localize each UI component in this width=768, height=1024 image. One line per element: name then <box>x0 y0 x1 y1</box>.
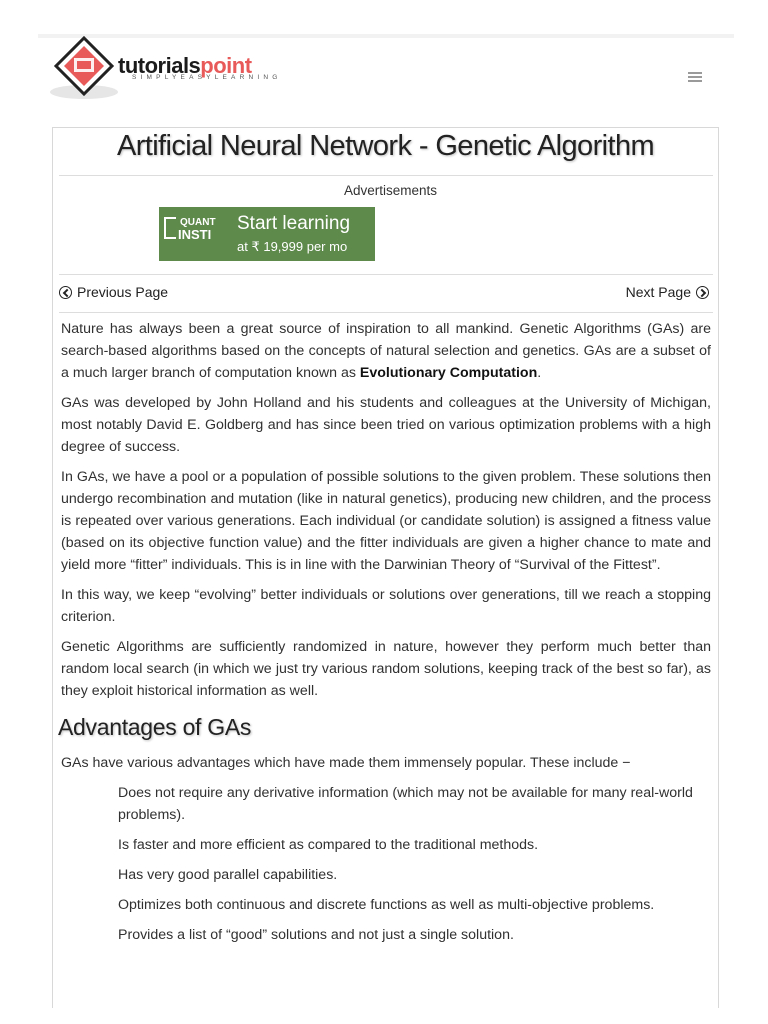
hamburger-icon[interactable] <box>688 72 702 84</box>
paragraph: Genetic Algorithms are sufficiently randomized in nature, however they perform much better than random local search (in which we just try various random solutions, keeping track of the best so far), as they exploit historical information as well. <box>61 639 711 699</box>
article-body <box>58 318 711 954</box>
paragraph: GAs have various advantages which have made them immensely popular. These include − <box>61 755 631 771</box>
page-title: Artificial Neural Network - Genetic Algorithm <box>116 130 655 162</box>
site-header <box>38 38 734 118</box>
bold-term: Evolutionary Computation <box>359 365 538 381</box>
logo-tagline: SIMPLYEASYLEARNING <box>132 74 282 81</box>
list-item: Provides a list of “good” solutions and not just a single solution. <box>118 927 514 943</box>
ad-banner[interactable] <box>159 207 375 261</box>
article-card <box>52 127 719 1008</box>
list-item: Is faster and more efficient as compared to the traditional methods. <box>118 837 539 853</box>
divider <box>59 274 713 275</box>
section-heading: Advantages of GAs <box>58 714 252 740</box>
paragraph: Nature has always been a great source of inspiration to all mankind. Genetic Algorithms (GAs) are search-based algorithms based on the concepts of natural selection and genetics. GAs are a subset of a much larger branch of computation known as Evolutionary Computation. <box>61 321 711 381</box>
paragraph: In GAs, we have a pool or a population of possible solutions to the given problem. These solutions then undergo recombination and mutation (like in natural genetics), producing new children, and the process is repeated over various generations. Each individual (or candidate solution) is assigned a fitness value (based on its objective function value) and the fitter individuals are given a higher chance to mate and yield more “fitter” individuals. This is in line with the Darwinian Theory of “Survival of the Fittest”. <box>61 469 711 573</box>
list-item: Has very good parallel capabilities. <box>118 867 338 883</box>
previous-page-label: Previous Page <box>77 284 169 300</box>
ad-price: at ₹ 19,999 per mo <box>237 239 348 254</box>
list-item: Optimizes both continuous and discrete functions as well as multi-objective problems. <box>118 897 655 913</box>
logo-wordmark: tutorialspoint <box>118 53 252 78</box>
previous-page-link[interactable] <box>59 284 168 300</box>
site-logo[interactable] <box>50 38 290 102</box>
next-page-link[interactable] <box>626 284 709 300</box>
next-page-label: Next Page <box>625 284 691 300</box>
ad-brand-logo: QUANT INSTI <box>164 213 212 253</box>
ads-label: Advertisements <box>343 183 438 198</box>
list-item: Does not require any derivative information (which may not be available for many real-world problems). <box>118 785 693 823</box>
paragraph: In this way, we keep “evolving” better individuals or solutions over generations, till we reach a stopping criterion. <box>61 587 711 625</box>
circle-arrow-left-icon <box>59 286 72 299</box>
circle-arrow-right-icon <box>696 286 709 299</box>
divider <box>59 312 713 313</box>
advantages-list <box>61 782 711 946</box>
paragraph: GAs was developed by John Holland and his students and colleagues at the University of Michigan, most notably David E. Goldberg and has since been tried on various optimization problems with a high degree of success. <box>61 395 711 455</box>
divider <box>59 175 713 176</box>
ad-headline: Start learning <box>237 213 351 234</box>
